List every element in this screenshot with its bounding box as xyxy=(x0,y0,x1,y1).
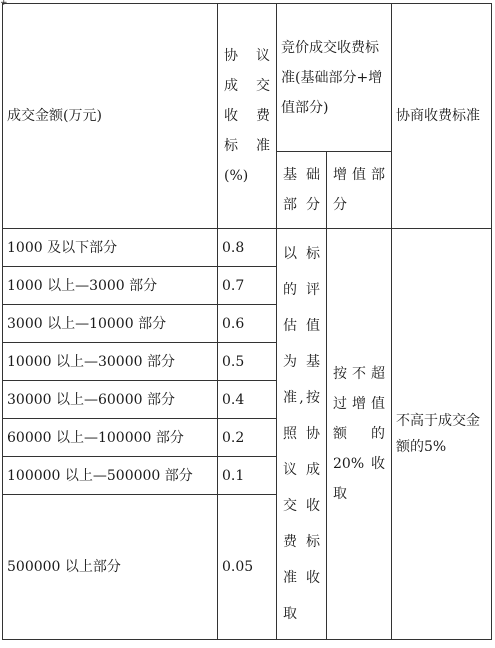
header-value-added-part: 增值部分 xyxy=(327,152,392,229)
header-amount: 成交金额(万元) xyxy=(3,4,218,229)
row-amount: 1000 及以下部分 xyxy=(3,229,218,267)
row-rate: 0.05 xyxy=(218,495,277,640)
row-amount: 100000 以上—500000 部分 xyxy=(3,457,218,495)
row-amount: 1000 以上—3000 部分 xyxy=(3,267,218,305)
row-rate: 0.1 xyxy=(218,457,277,495)
row-rate: 0.7 xyxy=(218,267,277,305)
base-part-merged: 以标的评估值为基准,按照协议成交收费标准收取 xyxy=(277,229,327,640)
row-amount: 30000 以上—60000 部分 xyxy=(3,381,218,419)
row-amount: 3000 以上—10000 部分 xyxy=(3,305,218,343)
negotiated-merged: 不高于成交金额的5% xyxy=(392,229,492,640)
row-amount: 60000 以上—100000 部分 xyxy=(3,419,218,457)
header-negotiated: 协商收费标准 xyxy=(392,4,492,229)
header-bidding-group: 竞价成交收费标准(基础部分+增值部分) xyxy=(277,4,392,152)
row-rate: 0.2 xyxy=(218,419,277,457)
row-rate: 0.8 xyxy=(218,229,277,267)
fee-standard-table xyxy=(2,3,492,640)
row-rate: 0.4 xyxy=(218,381,277,419)
row-amount: 500000 以上部分 xyxy=(3,495,218,640)
row-amount: 10000 以上—30000 部分 xyxy=(3,343,218,381)
header-agreed-rate: 协 议 成 交 收 费 标 准 (%) xyxy=(218,4,277,229)
row-rate: 0.5 xyxy=(218,343,277,381)
row-rate: 0.6 xyxy=(218,305,277,343)
table-move-handle[interactable]: + xyxy=(0,0,8,8)
header-base-part: 基 础 部分 xyxy=(277,152,327,229)
value-added-merged: 按不超过增值额的20%收取 xyxy=(327,229,392,640)
